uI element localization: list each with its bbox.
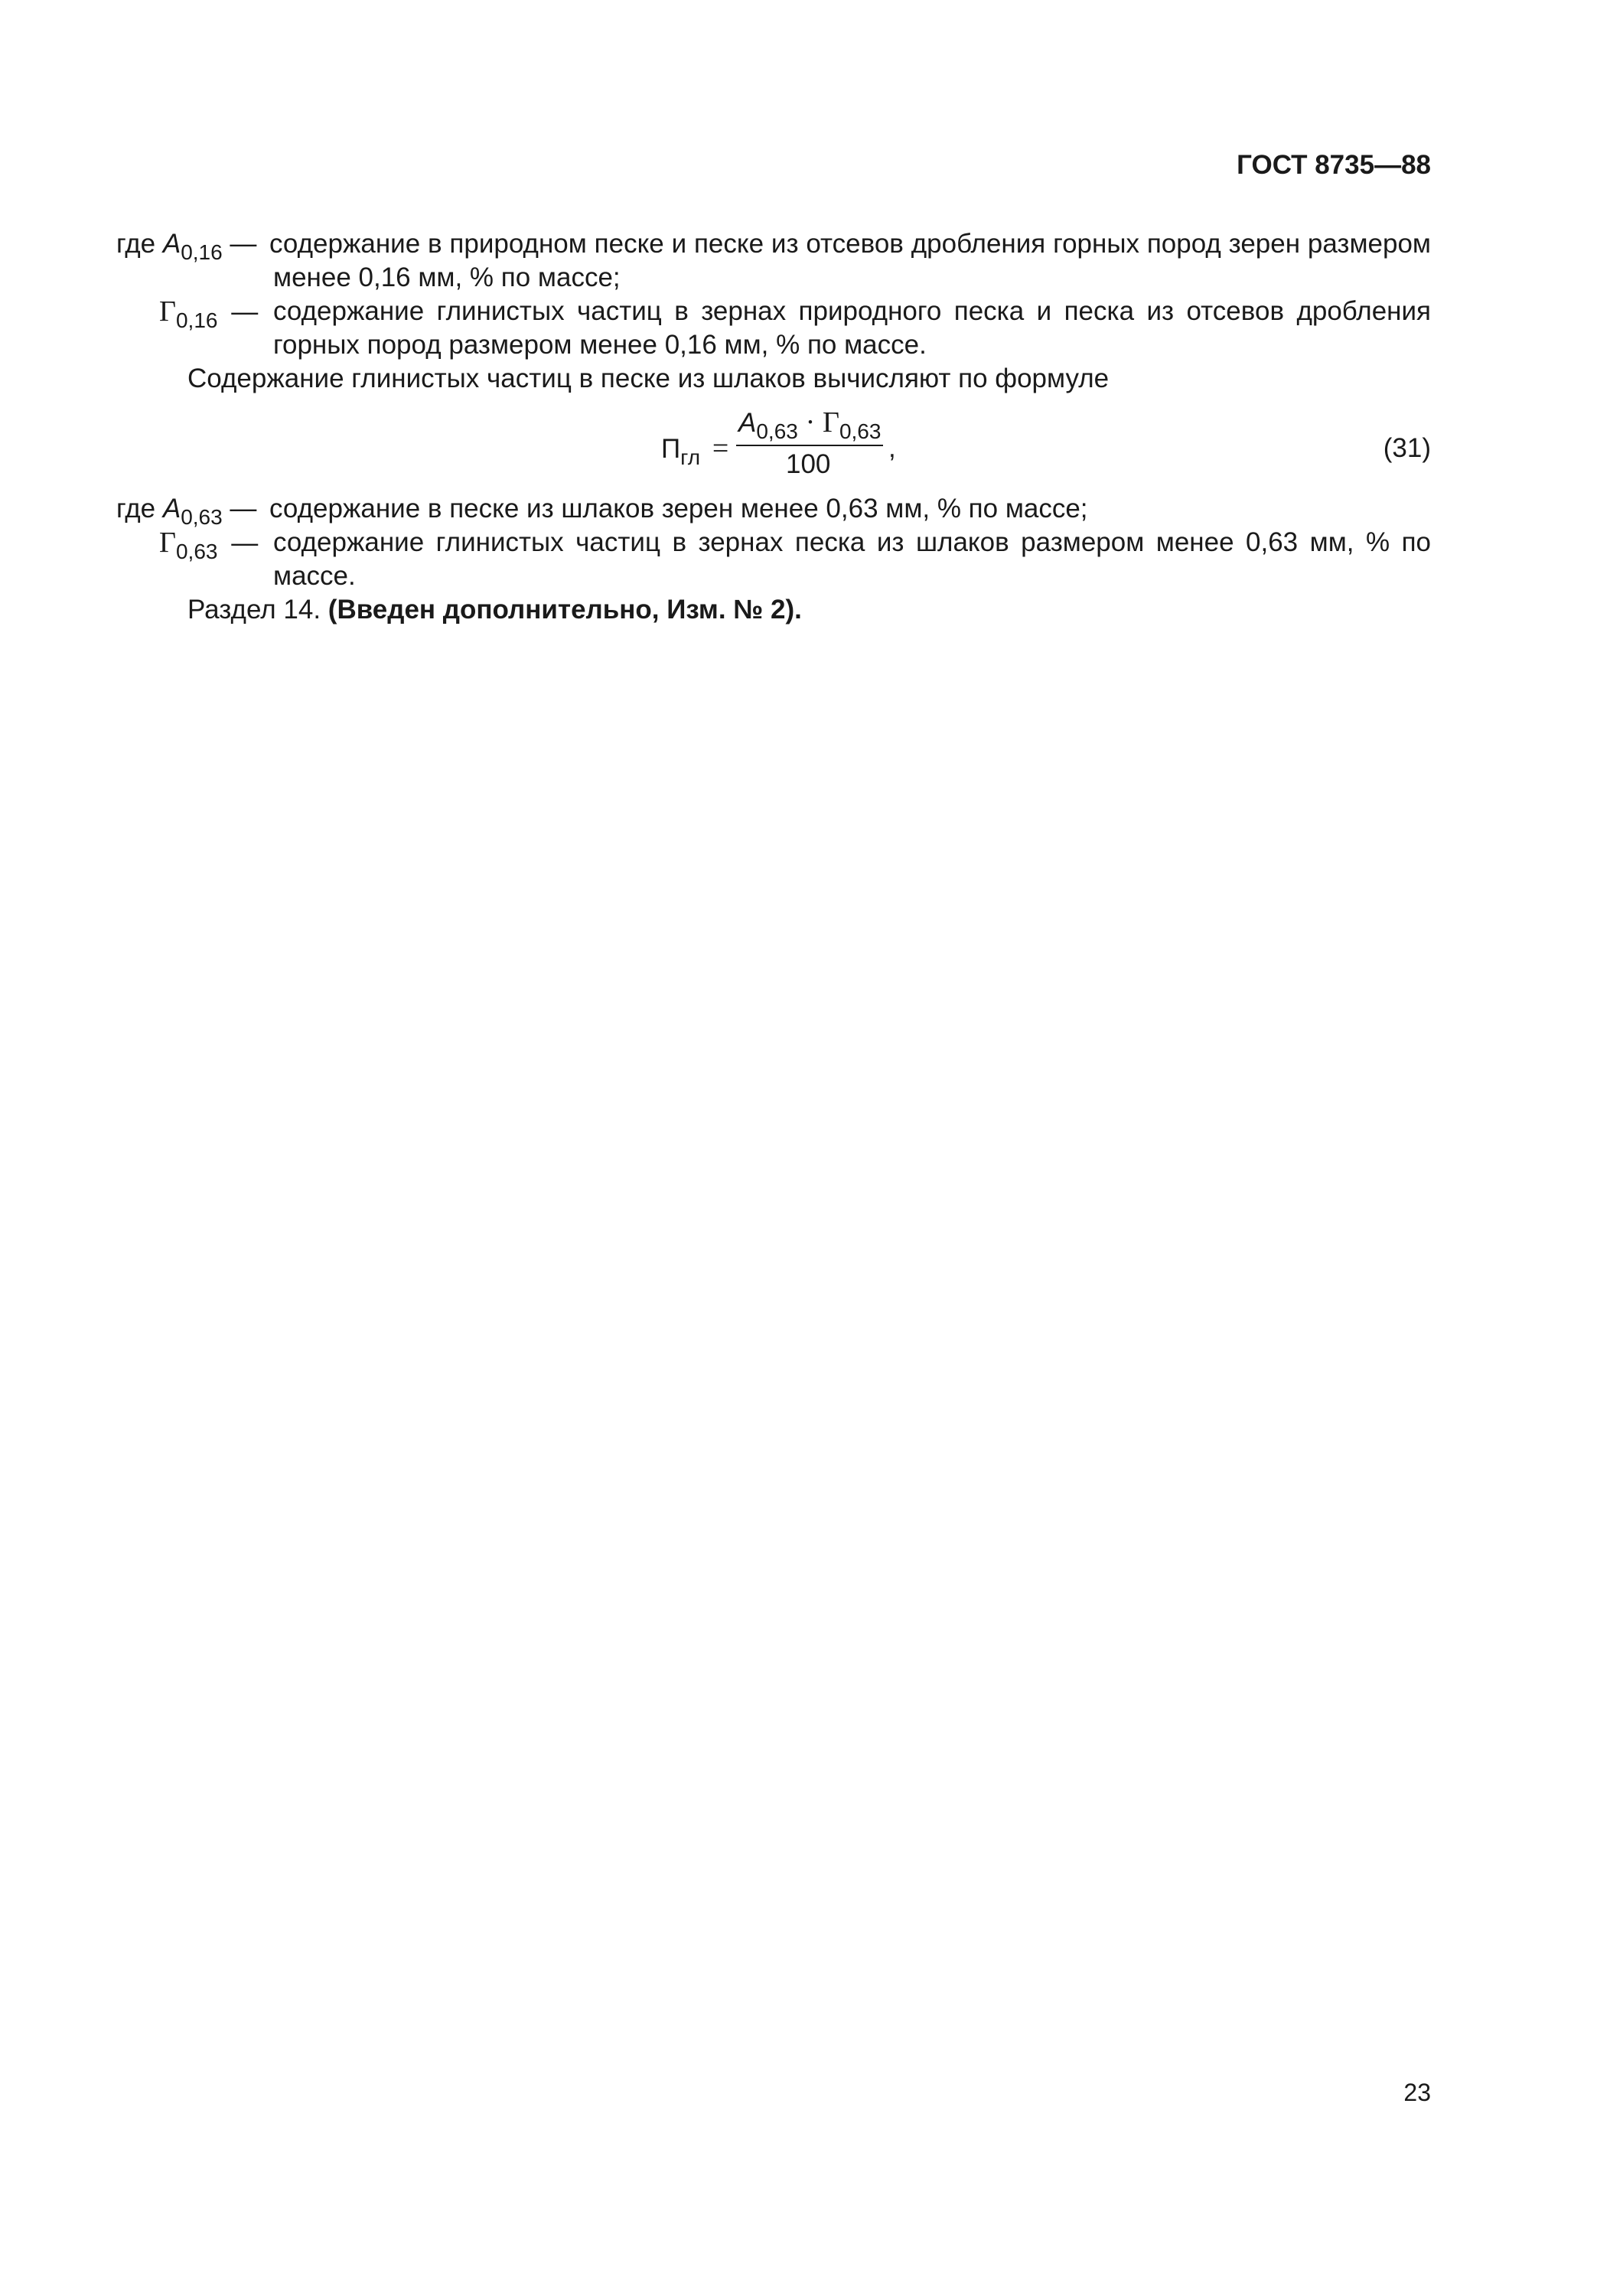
note-bold: (Введен дополнительно, Изм. № 2). [328,595,802,625]
formula-intro: Содержание глинистых частиц в песке из шлаков вычисляют по формуле [187,364,1110,393]
symbol-a: A [162,494,181,523]
definition-a063-term [116,492,257,529]
definition-dash: — [230,494,257,523]
symbol-subscript: 0,16 [181,240,223,264]
note-prefix: Раздел 14. [187,595,321,625]
definition-a016-term [116,227,257,264]
definition-dash: — [231,528,259,558]
where-word: где [116,229,156,259]
symbol-subscript: 0,63 [175,540,218,563]
definition-a016-line1: содержание в природном песке и песке из отсевов дробления горных пород зерен размером [269,229,1431,259]
symbol-a: A [162,229,181,259]
lhs-subscript: гл [680,445,701,469]
numerator-a: A [738,408,757,438]
numerator-a-subscript: 0,63 [756,419,798,443]
symbol-subscript: 0,63 [181,505,223,529]
definition-dash: — [231,297,259,327]
symbol-gamma: Γ [159,527,176,559]
symbol-gamma: Γ [159,295,176,328]
formula-lhs [661,432,729,469]
definition-g063-line1: содержание глинистых частиц в зернах песка из шлаков размером менее 0,63 мм, % по [273,527,1431,557]
formula-comma: , [888,433,896,463]
document-header: ГОСТ 8735—88 [1237,150,1431,180]
definition-g063-term [159,526,259,563]
amendment-note [187,593,802,627]
definition-a063-line1: содержание в песке из шлаков зерен менее 0,63 мм, % по массе; [269,494,1088,523]
where-word: где [116,494,156,523]
fraction-bar [736,445,883,446]
multiply-dot: · [805,406,816,439]
equals-sign: = [712,432,729,465]
definition-g016-line2: горных пород размером менее 0,16 мм, % по массе. [273,330,927,360]
page-number: 23 [1403,2079,1431,2106]
numerator-gamma-subscript: 0,63 [839,419,882,443]
definition-g016-line1: содержание глинистых частиц в зернах природного песка и песка из отсевов дробления [273,296,1431,326]
definition-a016-line2: менее 0,16 мм, % по массе; [273,263,621,292]
formula-numerator [738,406,882,443]
formula-number: (31) [1383,433,1431,463]
definition-g016-term [159,295,259,332]
symbol-subscript: 0,16 [175,308,218,332]
definition-g063-line2: массе. [273,561,356,591]
numerator-gamma: Γ [822,406,839,439]
formula-denominator: 100 [786,449,831,479]
definition-dash: — [230,229,257,259]
lhs-symbol: П [661,434,681,464]
